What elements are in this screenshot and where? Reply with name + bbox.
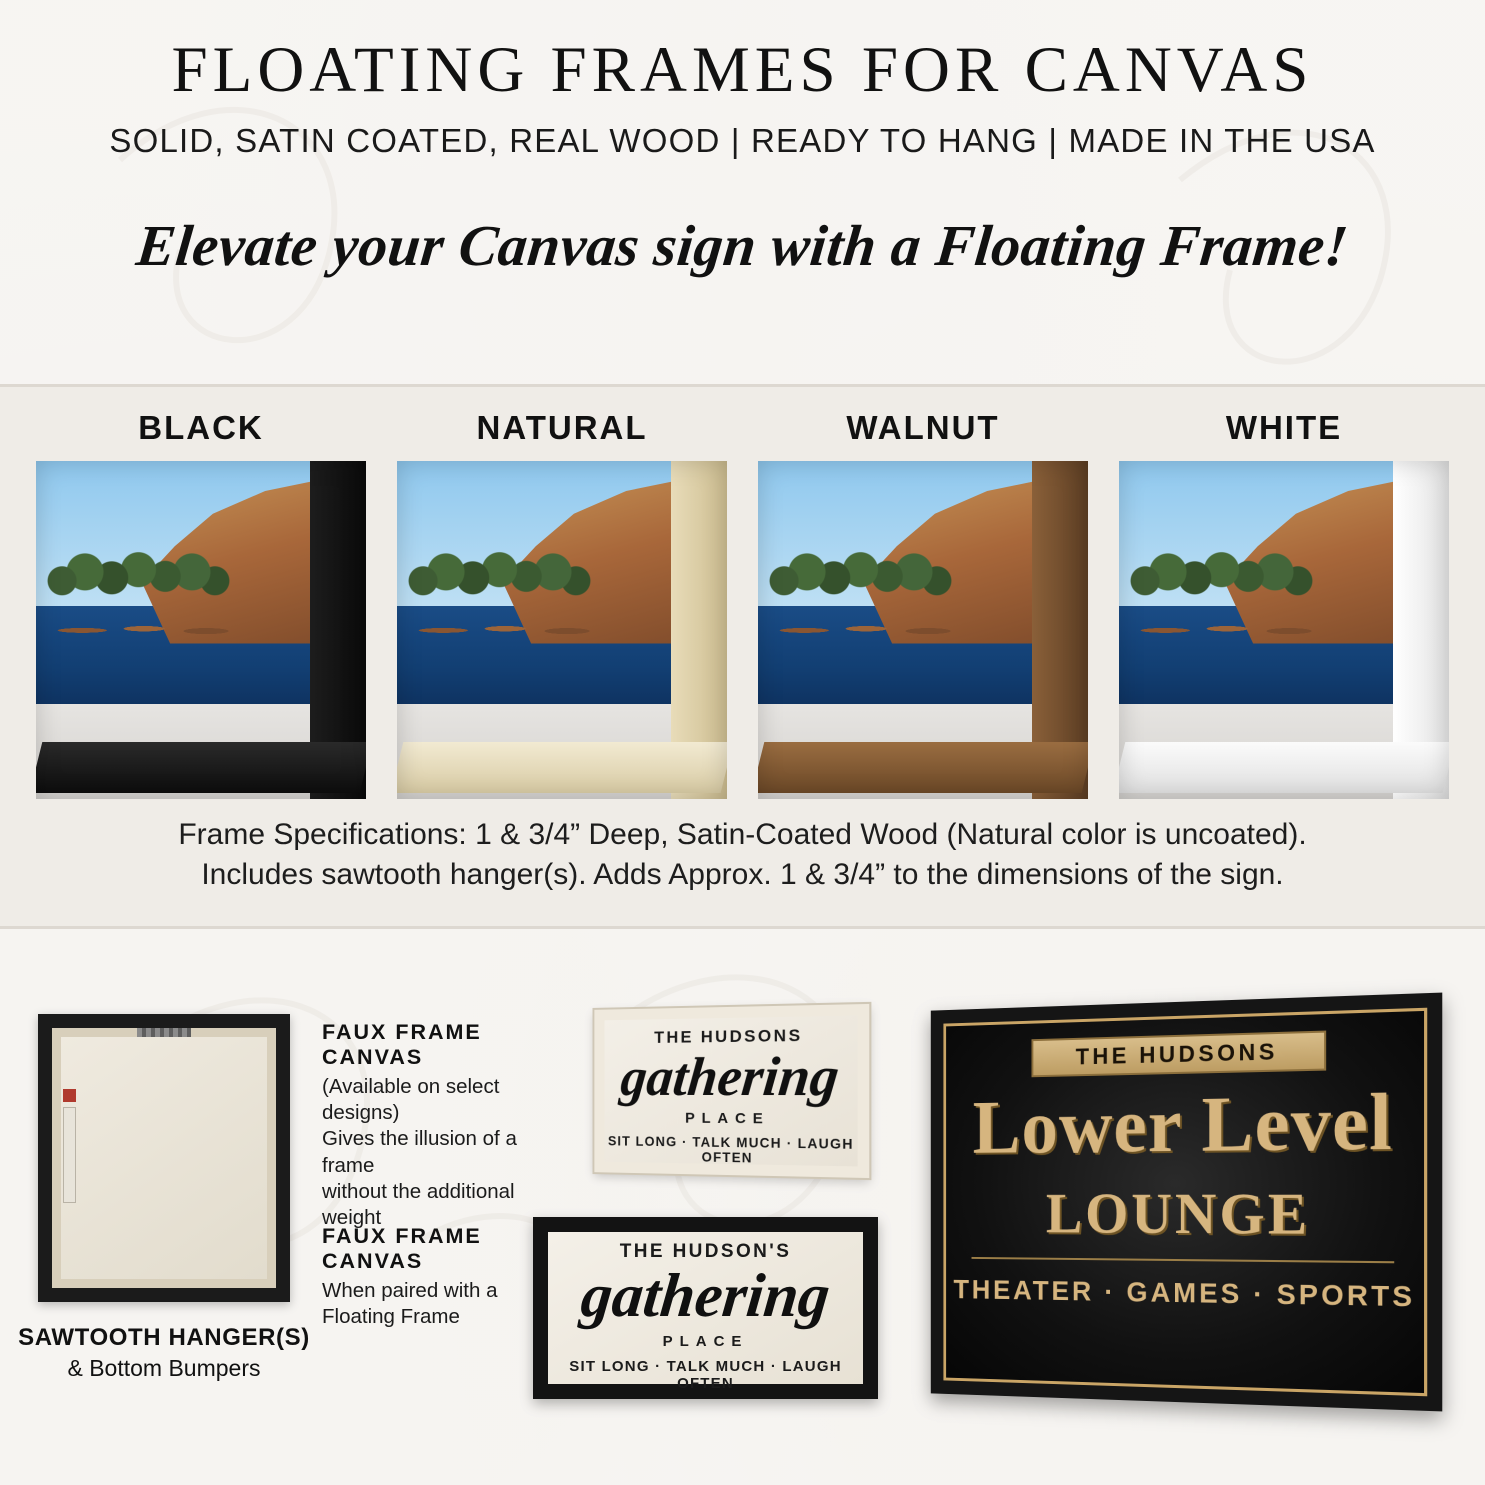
frame-specifications — [0, 815, 1485, 894]
lounge-divider — [972, 1257, 1395, 1263]
sign-bottom-text: SIT LONG · TALK MUCH · LAUGH OFTEN — [607, 1133, 854, 1166]
header — [0, 0, 1485, 279]
sign-sub-text: PLACE — [685, 1109, 770, 1128]
frame-option-black[interactable] — [36, 409, 366, 799]
lounge-banner-text: THE HUDSONS — [1031, 1031, 1326, 1078]
sawtooth-caption-subtitle: & Bottom Bumpers — [67, 1355, 261, 1381]
frame-option-walnut[interactable] — [758, 409, 1088, 799]
sign-main-text: gathering — [577, 1262, 834, 1330]
sign-inner — [605, 1016, 858, 1167]
frame-option-white[interactable] — [1119, 409, 1449, 799]
spec-line-1: Frame Specifications: 1 & 3/4” Deep, Satin-Coated Wood (Natural color is uncoated). — [178, 818, 1307, 851]
lounge-line-1: Lower Level — [972, 1076, 1393, 1170]
frame-option-natural[interactable] — [397, 409, 727, 799]
sawtooth-hanger-icon — [137, 1028, 191, 1037]
framed-canvas-sign — [533, 1217, 878, 1399]
frame-swatch-row — [0, 387, 1485, 799]
lounge-line-3: THEATER · GAMES · SPORTS — [953, 1274, 1416, 1313]
spec-line-2: Includes sawtooth hanger(s). Adds Approx. 1 & 3/4” to the dimensions of the sign. — [201, 857, 1284, 891]
lounge-sign-inner — [943, 1008, 1427, 1397]
lounge-sign-product — [931, 993, 1442, 1412]
canvas-back-inner — [52, 1028, 276, 1288]
header-script-tagline: Elevate your Canvas sign with a Floating Frame! — [133, 213, 1352, 279]
frame-photo-walnut — [758, 461, 1088, 799]
features-section — [0, 932, 1485, 1485]
page-title: FLOATING FRAMES FOR CANVAS — [171, 34, 1314, 106]
note-line-1: (Available on select designs) — [322, 1075, 500, 1125]
header-subtitle: SOLID, SATIN COATED, REAL WOOD | READY TO HANG | MADE IN THE USA — [109, 122, 1376, 160]
faux-frame-note-1 — [322, 1020, 574, 1231]
sign-inner — [548, 1232, 863, 1392]
swatch-label: WHITE — [1225, 409, 1343, 446]
faux-frame-canvas-sign — [594, 1004, 869, 1178]
photo-vignette — [758, 461, 1088, 799]
photo-vignette — [1119, 461, 1449, 799]
note-title: FAUX FRAME CANVAS — [322, 1224, 482, 1273]
note-line-2: Floating Frame — [322, 1305, 460, 1329]
sign-top-text: THE HUDSON'S — [619, 1241, 792, 1262]
note-line-2: Gives the illusion of a frame — [322, 1127, 517, 1177]
swatch-label: BLACK — [138, 409, 264, 446]
frame-photo-white — [1119, 461, 1449, 799]
photo-vignette — [397, 461, 727, 799]
frame-photo-natural — [397, 461, 727, 799]
note-line-3: without the additional weight — [322, 1179, 515, 1230]
lounge-line-2: LOUNGE — [1045, 1180, 1311, 1248]
sign-top-text: THE HUDSONS — [654, 1025, 803, 1047]
swatch-label: NATURAL — [476, 409, 648, 446]
swatch-label: WALNUT — [846, 409, 1000, 446]
photo-vignette — [36, 461, 366, 799]
note-line-1: When paired with a — [322, 1279, 498, 1302]
note-title: FAUX FRAME CANVAS — [322, 1020, 482, 1069]
frame-photo-black — [36, 461, 366, 799]
canvas-back-image — [38, 1014, 290, 1302]
label-dot-icon — [63, 1089, 76, 1102]
sawtooth-caption-title: SAWTOOTH HANGER(S) — [18, 1324, 310, 1351]
sign-main-text: gathering — [618, 1044, 843, 1108]
frame-colors-section — [0, 384, 1485, 929]
sign-bottom-text: SIT LONG · TALK MUCH · LAUGH OFTEN — [569, 1358, 842, 1392]
product-sticker — [63, 1107, 76, 1203]
sawtooth-caption — [18, 1324, 310, 1382]
sign-sub-text: PLACE — [662, 1333, 749, 1350]
